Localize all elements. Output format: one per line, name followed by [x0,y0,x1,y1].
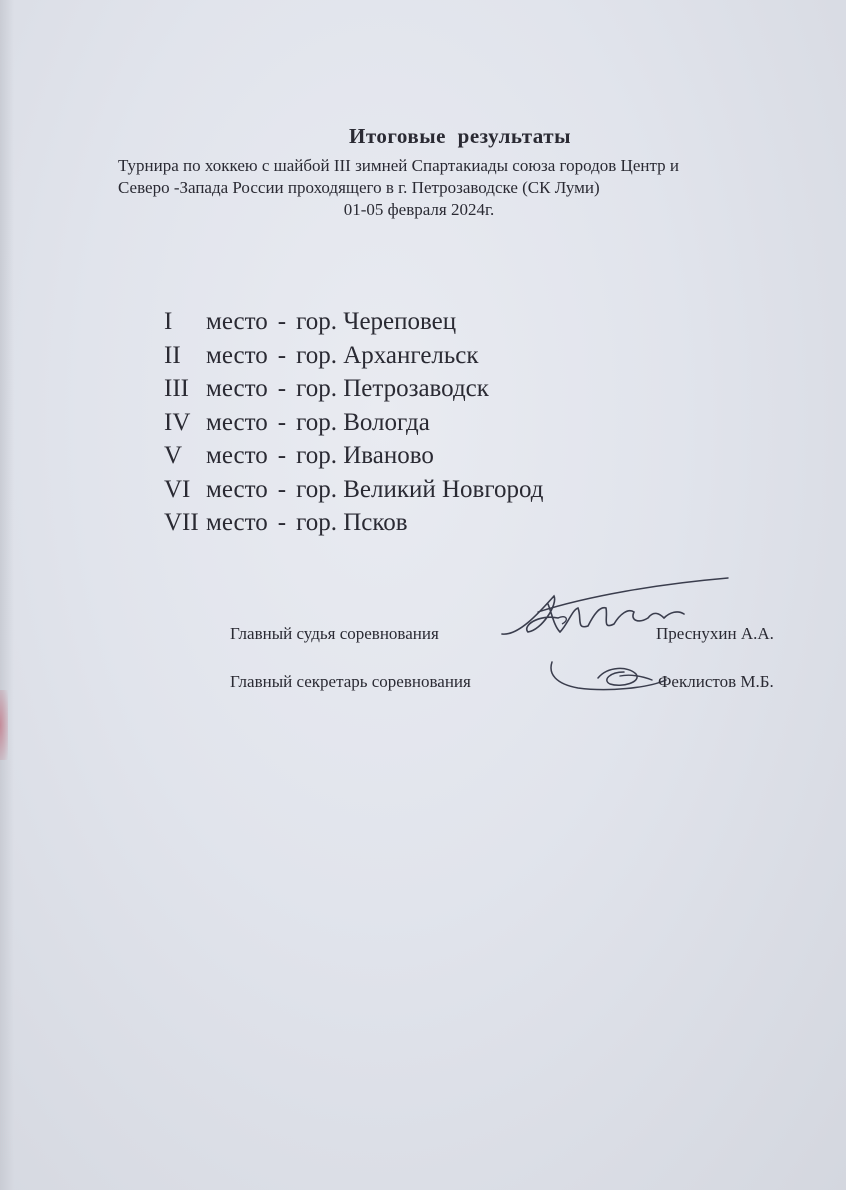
place-word: место [206,341,268,369]
document-title: Итоговые результаты [349,124,571,148]
judge-name: Преснухин А.А. [656,624,774,643]
place-city: гор. Архангельск [296,341,479,369]
judge-signature-row [230,620,820,668]
document-header [100,124,820,221]
paper-edge-stain [0,690,8,760]
place-word: место [206,475,268,503]
place-word: место [206,308,268,335]
place-word: место [206,408,268,436]
subtitle-line-1: Турнира по хоккею с шайбой III зимней Спартакиады союза городов Центр и [118,156,679,175]
place-dash: - [277,375,287,402]
signatures-block [230,620,820,716]
result-row [164,439,543,473]
result-row [164,372,543,406]
place-number: IV [164,408,191,436]
place-city: гор. Вологда [296,408,430,436]
place-number: II [164,341,181,369]
place-word: место [206,509,268,536]
place-dash: - [277,341,287,369]
place-word: место [206,375,268,402]
result-row [164,339,543,373]
place-dash: - [277,408,287,436]
place-city: гор. Псков [296,509,408,536]
place-city: гор. Иваново [296,442,434,469]
result-row [164,305,543,339]
judge-role: Главный судья соревнования [230,624,439,643]
place-city: гор. Великий Новгород [296,475,544,503]
place-number: VI [164,475,191,503]
secretary-name: Феклистов М.Б. [658,672,774,691]
paper-edge-shadow [0,0,14,1190]
subtitle-line-2: Северо -Запада России проходящего в г. Петрозаводске (СК Луми) [118,178,600,197]
place-dash: - [277,475,287,503]
document-subtitle [100,155,820,221]
place-dash: - [277,509,287,536]
place-word: место [206,442,268,469]
secretary-signature-row [230,668,820,716]
result-row [164,506,543,540]
place-number: VII [164,509,199,536]
place-city: гор. Череповец [296,308,457,335]
place-city: гор. Петрозаводск [296,375,489,402]
place-number: III [164,375,189,402]
date-line: 01-05 февраля 2024г. [343,200,495,219]
place-number: I [164,308,173,335]
result-row [164,473,543,507]
place-number: V [164,442,183,469]
secretary-role: Главный секретарь соревнования [230,672,471,691]
results-list [164,305,543,540]
place-dash: - [277,308,287,335]
result-row [164,406,543,440]
place-dash: - [277,442,287,469]
